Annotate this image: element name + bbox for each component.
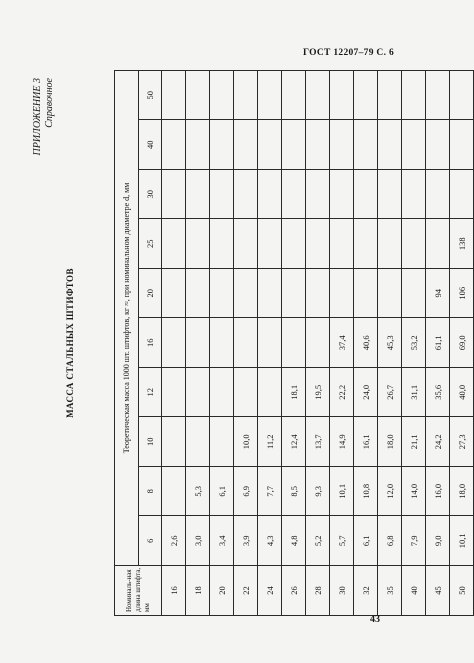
diameter-header: 6 <box>139 516 162 566</box>
mass-cell <box>258 269 282 319</box>
mass-cell <box>354 219 378 269</box>
mass-cell: 10,8 <box>354 467 378 517</box>
mass-cell <box>210 368 234 418</box>
mass-cell <box>330 120 354 170</box>
mass-cell <box>402 219 426 269</box>
diameter-header: 40 <box>139 120 162 170</box>
mass-cell: 45,3 <box>378 318 402 368</box>
mass-cell: 16,0 <box>426 467 450 517</box>
mass-cell: 18,0 <box>450 467 474 517</box>
mass-cell <box>186 368 210 418</box>
mass-cell: 40,6 <box>354 318 378 368</box>
mass-cell: 106 <box>450 269 474 319</box>
mass-cell <box>306 71 330 121</box>
mass-cell <box>162 170 186 220</box>
mass-cell: 2,6 <box>162 516 186 566</box>
mass-cell <box>378 219 402 269</box>
mass-cell <box>186 219 210 269</box>
mass-subheader: Теоретическая масса 1000 шт. штифтов, кг ≈, при номинальном диаметре d, мм <box>115 71 139 566</box>
mass-cell <box>210 170 234 220</box>
table-row <box>282 71 306 616</box>
mass-cell <box>282 318 306 368</box>
table-row <box>306 71 330 616</box>
table-row <box>354 71 378 616</box>
table-row <box>186 71 210 616</box>
mass-cell <box>234 71 258 121</box>
mass-cell <box>402 269 426 319</box>
mass-cell: 5,7 <box>330 516 354 566</box>
table-row <box>162 71 186 616</box>
mass-cell <box>258 170 282 220</box>
mass-cell <box>234 120 258 170</box>
mass-cell <box>210 120 234 170</box>
mass-cell: 13,7 <box>306 417 330 467</box>
mass-cell <box>258 318 282 368</box>
mass-cell <box>306 269 330 319</box>
length-cell: 40 <box>402 566 426 616</box>
mass-cell <box>282 170 306 220</box>
mass-cell <box>210 219 234 269</box>
mass-cell <box>330 170 354 220</box>
mass-cell: 24,2 <box>426 417 450 467</box>
mass-cell <box>234 368 258 418</box>
mass-cell <box>450 71 474 121</box>
mass-cell <box>378 71 402 121</box>
mass-cell <box>282 269 306 319</box>
page-number: 43 <box>370 614 380 625</box>
mass-cell <box>306 120 330 170</box>
mass-cell <box>282 71 306 121</box>
mass-cell <box>450 170 474 220</box>
mass-cell: 61,1 <box>426 318 450 368</box>
mass-cell: 11,2 <box>258 417 282 467</box>
mass-cell <box>258 71 282 121</box>
mass-cell: 8,5 <box>282 467 306 517</box>
mass-cell <box>402 120 426 170</box>
mass-cell: 138 <box>450 219 474 269</box>
mass-cell <box>306 170 330 220</box>
mass-cell <box>354 170 378 220</box>
mass-cell <box>258 368 282 418</box>
mass-cell <box>234 219 258 269</box>
mass-cell <box>402 170 426 220</box>
mass-cell <box>162 417 186 467</box>
mass-cell: 22,2 <box>330 368 354 418</box>
table-row <box>426 71 450 616</box>
mass-cell: 35,6 <box>426 368 450 418</box>
mass-cell <box>162 71 186 121</box>
mass-cell <box>186 120 210 170</box>
mass-cell: 19,5 <box>306 368 330 418</box>
mass-cell <box>330 269 354 319</box>
mass-cell <box>210 71 234 121</box>
appendix-subtitle: Справочное <box>44 78 55 128</box>
table-row <box>378 71 402 616</box>
mass-cell <box>426 170 450 220</box>
mass-cell <box>162 368 186 418</box>
mass-cell <box>306 219 330 269</box>
mass-cell <box>162 120 186 170</box>
mass-cell: 21,1 <box>402 417 426 467</box>
mass-cell <box>354 120 378 170</box>
table-title: МАССА СТАЛЬНЫХ ШТИФТОВ <box>65 268 75 418</box>
length-cell: 35 <box>378 566 402 616</box>
diameter-header: 12 <box>139 368 162 418</box>
diameter-header: 25 <box>139 219 162 269</box>
length-cell: 20 <box>210 566 234 616</box>
diameter-header: 20 <box>139 269 162 319</box>
mass-cell <box>402 71 426 121</box>
mass-cell: 7,9 <box>402 516 426 566</box>
mass-cell: 6,8 <box>378 516 402 566</box>
mass-cell <box>162 219 186 269</box>
length-cell: 24 <box>258 566 282 616</box>
header-row-1 <box>115 71 139 616</box>
mass-cell: 3,4 <box>210 516 234 566</box>
mass-cell: 26,7 <box>378 368 402 418</box>
length-cell: 18 <box>186 566 210 616</box>
mass-cell: 94 <box>426 269 450 319</box>
mass-cell: 3,0 <box>186 516 210 566</box>
mass-cell: 12,0 <box>378 467 402 517</box>
mass-cell: 7,7 <box>258 467 282 517</box>
diameter-header: 50 <box>139 71 162 121</box>
mass-cell: 16,1 <box>354 417 378 467</box>
diameter-header: 16 <box>139 318 162 368</box>
mass-cell <box>162 318 186 368</box>
mass-cell <box>186 417 210 467</box>
mass-cell: 4,8 <box>282 516 306 566</box>
mass-cell: 10,1 <box>450 516 474 566</box>
mass-cell <box>378 170 402 220</box>
mass-cell <box>162 467 186 517</box>
mass-cell <box>210 417 234 467</box>
table-row <box>234 71 258 616</box>
mass-cell <box>162 269 186 319</box>
mass-cell <box>234 170 258 220</box>
mass-cell: 6,1 <box>354 516 378 566</box>
mass-cell: 14,0 <box>402 467 426 517</box>
table-row <box>330 71 354 616</box>
mass-cell <box>186 170 210 220</box>
mass-cell: 6,1 <box>210 467 234 517</box>
mass-cell <box>330 71 354 121</box>
length-cell: 26 <box>282 566 306 616</box>
mass-cell: 69,0 <box>450 318 474 368</box>
rotated-content <box>32 70 467 616</box>
mass-cell: 10,0 <box>234 417 258 467</box>
mass-cell: 12,4 <box>282 417 306 467</box>
mass-cell <box>378 269 402 319</box>
mass-cell: 31,1 <box>402 368 426 418</box>
mass-cell <box>210 269 234 319</box>
mass-table <box>114 70 474 616</box>
length-cell: 16 <box>162 566 186 616</box>
mass-cell <box>210 318 234 368</box>
table-body <box>162 71 474 616</box>
mass-cell: 6,9 <box>234 467 258 517</box>
mass-cell <box>426 71 450 121</box>
mass-cell: 18,1 <box>282 368 306 418</box>
mass-cell: 9,3 <box>306 467 330 517</box>
mass-cell <box>354 71 378 121</box>
mass-cell: 14,9 <box>330 417 354 467</box>
length-cell: 22 <box>234 566 258 616</box>
standard-header: ГОСТ 12207–79 С. 6 <box>302 48 394 58</box>
table-row <box>402 71 426 616</box>
mass-cell: 37,4 <box>330 318 354 368</box>
mass-cell <box>354 269 378 319</box>
mass-cell: 3,9 <box>234 516 258 566</box>
mass-cell: 4,3 <box>258 516 282 566</box>
mass-cell: 10,1 <box>330 467 354 517</box>
diameter-header: 30 <box>139 170 162 220</box>
length-cell: 30 <box>330 566 354 616</box>
mass-cell <box>234 318 258 368</box>
table-row <box>258 71 282 616</box>
appendix-title: ПРИЛОЖЕНИЕ 3 <box>32 78 43 156</box>
mass-cell <box>426 219 450 269</box>
length-cell: 45 <box>426 566 450 616</box>
header-row-2 <box>139 71 162 616</box>
mass-cell: 18,0 <box>378 417 402 467</box>
mass-cell: 53,2 <box>402 318 426 368</box>
table-row <box>210 71 234 616</box>
mass-cell <box>186 318 210 368</box>
mass-cell <box>258 120 282 170</box>
mass-cell: 27,3 <box>450 417 474 467</box>
mass-cell <box>234 269 258 319</box>
mass-cell <box>282 219 306 269</box>
mass-cell <box>186 71 210 121</box>
diameter-header: 8 <box>139 467 162 517</box>
table-row <box>450 71 474 616</box>
length-cell: 28 <box>306 566 330 616</box>
mass-cell <box>426 120 450 170</box>
mass-cell <box>258 219 282 269</box>
mass-cell <box>306 318 330 368</box>
mass-cell <box>450 120 474 170</box>
mass-cell: 5,2 <box>306 516 330 566</box>
mass-cell <box>378 120 402 170</box>
mass-cell <box>282 120 306 170</box>
mass-cell <box>186 269 210 319</box>
mass-cell: 24,0 <box>354 368 378 418</box>
mass-cell <box>330 219 354 269</box>
mass-cell: 40,0 <box>450 368 474 418</box>
appendix-label <box>32 78 56 156</box>
mass-cell: 5,3 <box>186 467 210 517</box>
length-cell: 50 <box>450 566 474 616</box>
length-cell: 32 <box>354 566 378 616</box>
mass-cell: 9,0 <box>426 516 450 566</box>
diameter-header: 10 <box>139 417 162 467</box>
corner-header: Номиналь-ная длина штифта, мм <box>115 566 162 616</box>
